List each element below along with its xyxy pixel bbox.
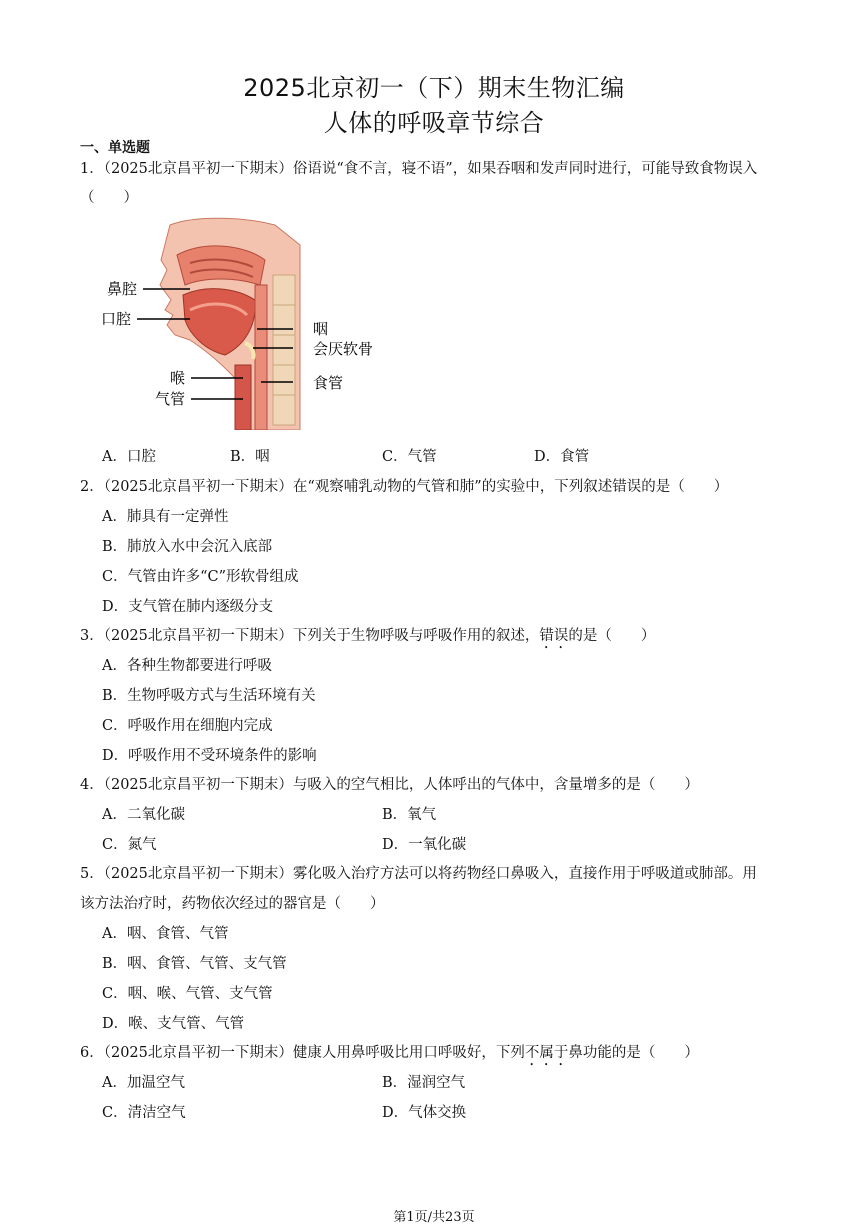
q3-option-a: A．各种生物都要进行呼吸 bbox=[102, 658, 272, 674]
label-larynx: 喉 bbox=[170, 369, 186, 387]
q2-option-a: A．肺具有一定弹性 bbox=[102, 509, 229, 525]
q1-option-a: A．口腔 bbox=[102, 449, 156, 465]
q6-option-a: A．加温空气 bbox=[102, 1075, 185, 1091]
q4-option-b: B．氧气 bbox=[382, 807, 437, 823]
q2-option-c: C．气管由许多“C”形软骨组成 bbox=[102, 569, 299, 585]
q4-option-c: C．氮气 bbox=[102, 837, 157, 853]
label-epiglottis: 会厌软骨 bbox=[313, 340, 374, 358]
document-subtitle: 人体的呼吸章节综合 bbox=[323, 109, 545, 137]
question-5-stem: 5．（2025北京昌平初一下期末）雾化吸入治疗方法可以将药物经口鼻吸入，直接作用于呼吸道或肺部。用 bbox=[80, 866, 757, 882]
q3-option-c: C．呼吸作用在细胞内完成 bbox=[102, 718, 273, 734]
q3-stem-emphasis: 错误 bbox=[539, 628, 569, 644]
label-esophagus: 食管 bbox=[313, 374, 344, 392]
label-oral-cavity: 口腔 bbox=[101, 310, 132, 328]
question-6-stem bbox=[80, 1041, 699, 1069]
question-1-stem-cont: （ ） bbox=[80, 190, 138, 206]
question-4-stem: 4．（2025北京昌平初一下期末）与吸入的空气相比，人体呼出的气体中，含量增多的是（ ） bbox=[80, 777, 699, 793]
q1-option-b: B．咽 bbox=[230, 449, 270, 465]
q2-option-d: D．支气管在肺内逐级分支 bbox=[102, 599, 274, 615]
q6-option-d: D．气体交换 bbox=[382, 1105, 467, 1121]
q1-option-d: D．食管 bbox=[534, 449, 590, 465]
respiratory-anatomy-figure bbox=[95, 215, 395, 430]
q6-option-b: B．湿润空气 bbox=[382, 1075, 466, 1091]
question-5-stem-cont: 该方法治疗时，药物依次经过的器官是（ ） bbox=[80, 896, 385, 912]
question-1-stem: 1．（2025北京昌平初一下期末）俗语说“食不言，寝不语”，如果吞咽和发声同时进行，可能导致食物误入 bbox=[80, 161, 758, 177]
question-2-stem: 2．（2025北京昌平初一下期末）在“观察哺乳动物的气管和肺”的实验中，下列叙述错误的是（ ） bbox=[80, 479, 729, 495]
q2-option-b: B．肺放入水中会沉入底部 bbox=[102, 539, 273, 555]
label-trachea: 气管 bbox=[155, 390, 186, 408]
q5-option-b: B．咽、食管、气管、支气管 bbox=[102, 956, 287, 972]
q6-stem-text: 6．（2025北京昌平初一下期末）健康人用鼻呼吸比用口呼吸好，下列 bbox=[80, 1045, 525, 1061]
q1-option-c: C．气管 bbox=[382, 449, 437, 465]
q5-option-c: C．咽、喉、气管、支气管 bbox=[102, 986, 273, 1002]
q4-option-a: A．二氧化碳 bbox=[102, 807, 185, 823]
q6-option-c: C．清洁空气 bbox=[102, 1105, 186, 1121]
q5-option-a: A．咽、食管、气管 bbox=[102, 926, 229, 942]
q3-option-b: B．生物呼吸方式与生活环境有关 bbox=[102, 688, 316, 704]
question-3-stem bbox=[80, 624, 655, 652]
q4-option-d: D．一氧化碳 bbox=[382, 837, 467, 853]
q5-option-d: D．喉、支气管、气管 bbox=[102, 1016, 245, 1032]
section-heading: 一、单选题 bbox=[80, 140, 150, 156]
q3-stem-text: 3．（2025北京昌平初一下期末）下列关于生物呼吸与呼吸作用的叙述， bbox=[80, 628, 540, 644]
label-pharynx: 咽 bbox=[313, 320, 329, 338]
q6-stem-emphasis: 不属于 bbox=[524, 1045, 569, 1061]
q3-stem-tail: 的是（ ） bbox=[568, 628, 656, 644]
q3-option-d: D．呼吸作用不受环境条件的影响 bbox=[102, 748, 317, 764]
label-nasal-cavity: 鼻腔 bbox=[107, 280, 138, 298]
q6-stem-tail: 鼻功能的是（ ） bbox=[568, 1045, 699, 1061]
page-footer: 第1页/共23页 bbox=[393, 1210, 475, 1225]
document-title: 2025北京初一（下）期末生物汇编 bbox=[243, 74, 625, 102]
